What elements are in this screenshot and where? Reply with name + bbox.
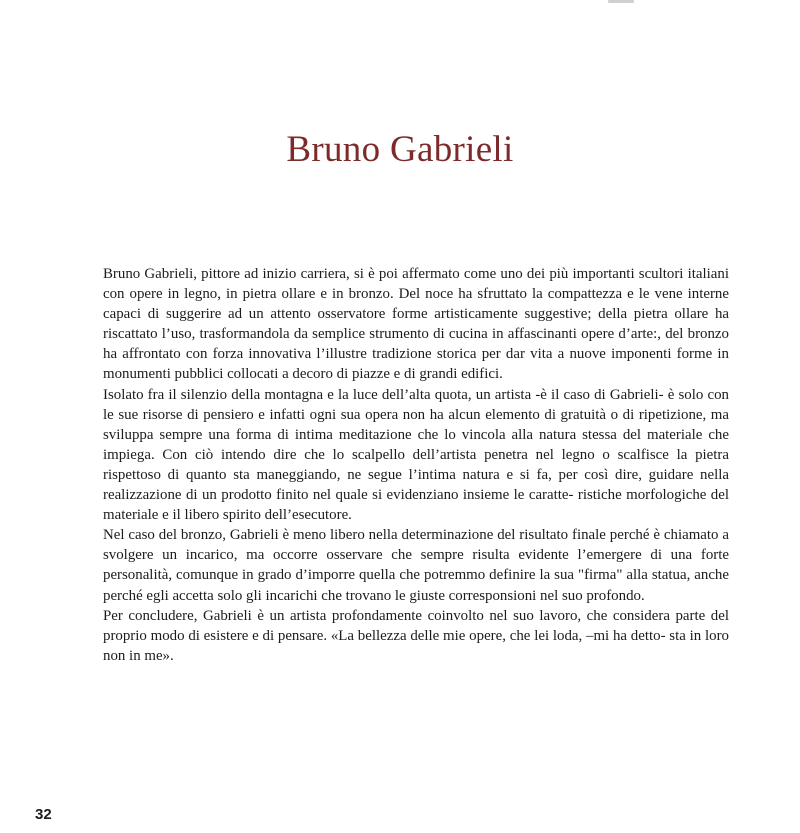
paragraph: Per concludere, Gabrieli è un artista profondamente coinvolto nel suo lavoro, che considera parte del proprio modo di esistere e di pensare. «La bellezza delle mie opere, che lei loda, –mi ha detto- sta in loro non in me». — [103, 607, 729, 664]
paragraph: Bruno Gabrieli, pittore ad inizio carriera, si è poi affermato come uno dei più importanti scultori italiani con opere in legno, in pietra ollare e in bronzo. Del noce ha sfruttato la compattezza e le vene interne capaci di suggerire ad un attento osservatore forme artisticamente suggestive; della pietra ollare ha riscattato l’uso, trasformandola da semplice strumento di cucina in affascinanti opere d’arte:, del bronzo ha affrontato con forza innovativa l’illustre tradizione storica per dar vita a nuove imponenti forme in monumenti pubblici collocati a decoro di piazze e di grandi edifici. — [103, 266, 729, 383]
paragraph: Isolato fra il silenzio della montagna e la luce dell’alta quota, un artista -è il caso di Gabrieli- è solo con le sue risorse di pensiero e infatti ogni sua opera non ha alcun elemento di gratuità o di ripetizione, ma sviluppa sempre una forma di intima meditazione che lo vincola alla natura stessa del materiale che impiega. Con ciò intendo dire che lo scalpello dell’artista penetra nel legno o scalfisce la pietra rispettoso di quanto sta maneggiando, ne segue l’intima natura e si fa, per così dire, guidare nella realizzazione di un prodotto finito nel quale si evidenziano insieme le caratte- ristiche morfologiche del materiale e il libero spirito dell’esecutore. — [103, 386, 729, 524]
page-number: 32 — [35, 806, 52, 823]
scan-mark — [608, 0, 634, 3]
paragraph: Nel caso del bronzo, Gabrieli è meno libero nella determinazione del risultato finale perché è chiamato a svolgere un incarico, ma occorre osservare che sempre risulta evidente l’emergere di una forte personalità, comunque in grado d’imporre quella che potremmo definire la sua "firma" alla statua, anche perché egli accetta solo gli incarichi che trovano le giuste corresponsioni nel suo profondo. — [103, 527, 729, 604]
article-body — [103, 264, 729, 666]
page-title: Bruno Gabrieli — [286, 129, 514, 170]
